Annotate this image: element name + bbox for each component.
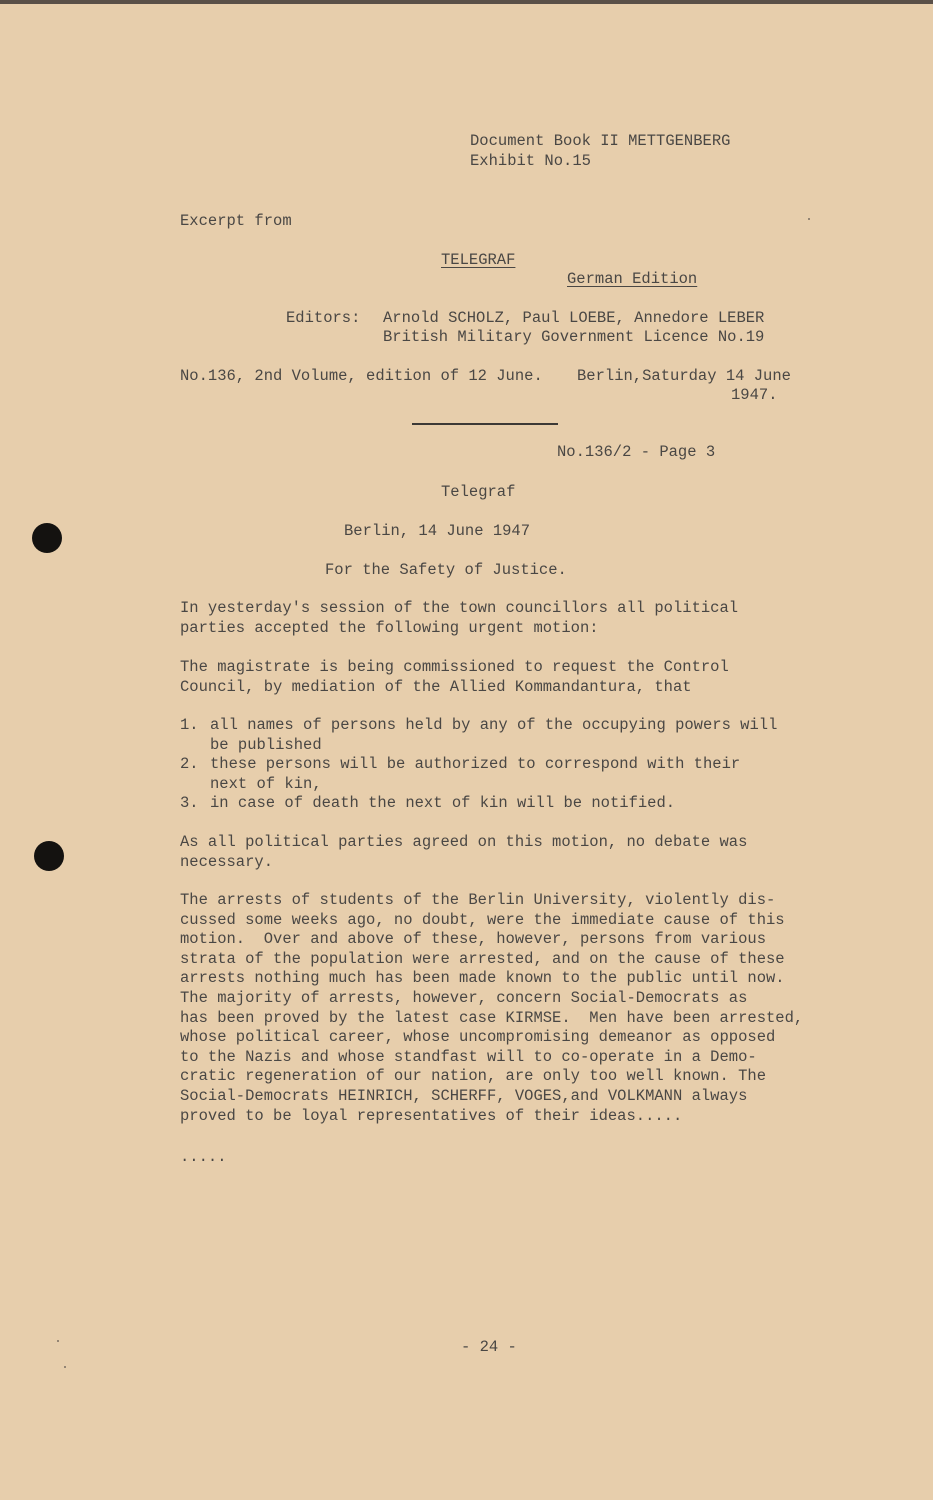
paper-speck xyxy=(64,1366,66,1368)
issue-info: No.136, 2nd Volume, edition of 12 June. xyxy=(180,367,543,385)
text-line: The majority of arrests, however, concern Social-Democrats as xyxy=(180,988,748,1007)
paper-speck xyxy=(808,218,810,220)
text-line: strata of the population were arrested, and on the cause of these xyxy=(180,949,785,968)
page-top-edge xyxy=(0,0,933,4)
text-line: all names of persons held by any of the occupying powers will xyxy=(210,716,778,734)
list-number: 1. xyxy=(180,716,199,734)
text-line: be published xyxy=(210,735,322,754)
text-line: to the Nazis and whose standfast will to co-operate in a Demo- xyxy=(180,1047,757,1066)
paper-speck xyxy=(57,1340,59,1342)
year: 1947. xyxy=(731,386,778,404)
punch-hole-upper xyxy=(32,523,62,553)
text-line: The magistrate is being commissioned to request the Control xyxy=(180,658,729,676)
list-number: 2. xyxy=(180,755,199,774)
text-line: cussed some weeks ago, no doubt, were the immediate cause of this xyxy=(180,910,785,929)
text-line: In yesterday's session of the town councillors all political xyxy=(180,599,739,617)
motion-intro-paragraph xyxy=(180,658,729,697)
newspaper-name: TELEGRAF xyxy=(441,251,516,269)
agreement-paragraph xyxy=(180,833,747,872)
body-paragraph xyxy=(180,891,803,1126)
list-item xyxy=(180,794,777,814)
excerpt-label: Excerpt from xyxy=(180,212,292,230)
list-item xyxy=(180,755,777,794)
article-source: Telegraf xyxy=(441,483,516,501)
text-line: whose political career, whose uncompromising demeanor as opposed xyxy=(180,1028,776,1047)
place-date: Berlin,Saturday 14 June xyxy=(577,367,791,385)
motion-list xyxy=(180,716,777,814)
text-line: Social-Democrats HEINRICH, SCHERFF, VOGES,and VOLKMANN always xyxy=(180,1086,748,1105)
text-line: in case of death the next of kin will be notified. xyxy=(210,794,676,813)
separator-rule xyxy=(412,423,558,425)
editors-names: Arnold SCHOLZ, Paul LOEBE, Annedore LEBER xyxy=(383,309,765,327)
text-line: Council, by mediation of the Allied Kommandantura, that xyxy=(180,677,692,696)
closing-ellipsis: ..... xyxy=(180,1148,227,1166)
exhibit-label: Exhibit No.15 xyxy=(470,152,591,170)
article-dateline: Berlin, 14 June 1947 xyxy=(344,522,531,540)
text-line: arrests nothing much has been made known to the public until now. xyxy=(180,969,785,988)
editors-label: Editors: xyxy=(286,309,361,327)
page-number: - 24 - xyxy=(461,1338,517,1356)
intro-paragraph xyxy=(180,599,738,638)
page-reference: No.136/2 - Page 3 xyxy=(557,443,716,461)
document-book-label: Document Book II METTGENBERG xyxy=(470,132,731,150)
text-line: The arrests of students of the Berlin University, violently dis- xyxy=(180,891,776,909)
text-line: next of kin, xyxy=(210,774,322,793)
text-line: these persons will be authorized to correspond with their xyxy=(210,755,741,774)
text-line: proved to be loyal representatives of their ideas..... xyxy=(180,1106,683,1125)
text-line: necessary. xyxy=(180,852,274,871)
text-line: As all political parties agreed on this motion, no debate was xyxy=(180,833,748,851)
edition-label: German Edition xyxy=(567,270,698,288)
text-line: parties accepted the following urgent motion: xyxy=(180,618,599,637)
text-line: motion. Over and above of these, however, persons from various xyxy=(180,930,766,949)
list-number: 3. xyxy=(180,794,199,813)
licence-info: British Military Government Licence No.19 xyxy=(383,328,765,346)
text-line: cratic regeneration of our nation, are only too well known. The xyxy=(180,1067,766,1086)
article-headline: For the Safety of Justice. xyxy=(325,561,567,579)
list-item xyxy=(180,716,777,755)
punch-hole-lower xyxy=(34,841,64,871)
text-line: has been proved by the latest case KIRMSE. Men have been arrested, xyxy=(180,1008,804,1027)
